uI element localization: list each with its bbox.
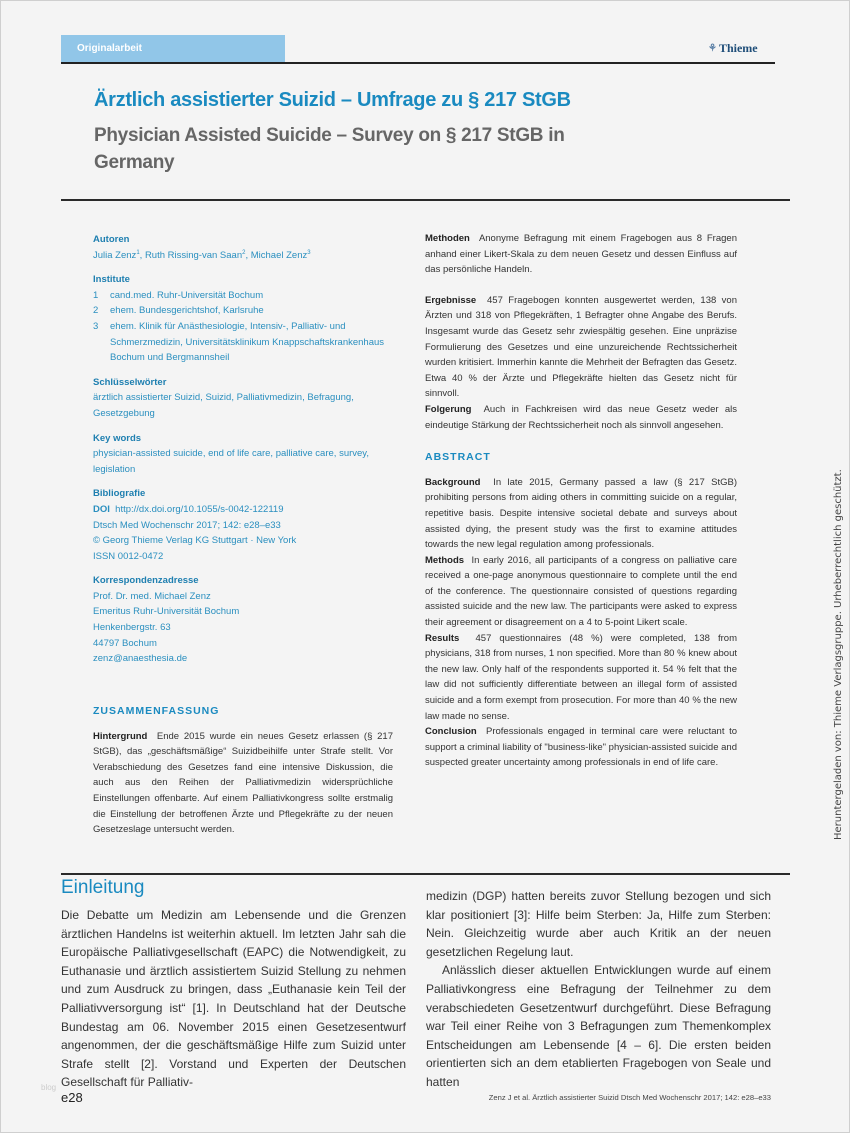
header-rule	[61, 62, 775, 64]
publisher-name: Thieme	[718, 41, 758, 55]
correspondence-line: Emeritus Ruhr-Universität Bochum	[93, 606, 240, 618]
download-notice: Heruntergeladen von: Thieme Verlagsgruppe. Urheberrechtlich geschützt.	[833, 469, 844, 840]
correspondence-block	[93, 573, 393, 667]
results-paragraph: Results 457 questionnaires (48 %) were completed, 138 from physicians, 318 from nurses, 1 non specified. More than 80 % knew about the new law. Only half of the respondents supported it. 54 % felt that the law did not sufficiently differentiate between an illegal form of assisted suicide and a form exempt from prosecution. For more than 40 % the new law made no sense.	[425, 632, 737, 722]
abstract-column	[425, 231, 737, 771]
watermark: blog	[41, 1083, 57, 1092]
footer-citation: Zenz J et al. Ärztlich assistierter Suizid Dtsch Med Wochenschr 2017; 142: e28–e33	[488, 1093, 771, 1102]
institute-item: 3 ehem. Klinik für Anästhesiologie, Intensiv-, Palliativ- und Schmerzmedizin, Universitätsklinikum Knappschaftskrankenhaus Bochum und Bergmannsheil	[93, 320, 385, 364]
folgerung-paragraph: Folgerung Auch in Fachkreisen wird das neue Gesetz weder als eindeutige Stärkung der Rechtssicherheit noch als sinnvoll angesehen.	[425, 403, 737, 431]
bibliography-heading: Bibliografie	[93, 488, 146, 500]
title-german: Ärztlich assistierter Suizid – Umfrage zu § 217 StGB	[94, 89, 571, 111]
article-metadata	[93, 232, 393, 676]
einleitung-heading: Einleitung	[61, 877, 145, 898]
doi-link[interactable]: http://dx.doi.org/10.1055/s-0042-122119	[115, 503, 284, 515]
correspondence-line: Prof. Dr. med. Michael Zenz	[93, 590, 211, 602]
issn: ISSN 0012-0472	[93, 550, 164, 562]
correspondence-line: 44797 Bochum	[93, 637, 157, 649]
author: Michael Zenz	[250, 249, 308, 261]
keywords-en-heading: Key words	[93, 432, 142, 444]
keywords-de-heading: Schlüsselwörter	[93, 376, 167, 388]
body-column-right	[426, 887, 771, 1092]
correspondence-email[interactable]: zenz@anaesthesia.de	[93, 653, 188, 665]
authors-block	[93, 232, 393, 263]
page-number: e28	[61, 1090, 83, 1105]
divider-rule	[61, 873, 790, 875]
abstract-heading: ABSTRACT	[425, 451, 491, 464]
keywords-de-block	[93, 375, 393, 422]
title-english: Physician Assisted Suicide – Survey on § 217 StGB in Germany	[94, 125, 565, 173]
body-paragraph: Die Debatte um Medizin am Lebensende und die Grenzen ärztlichen Handelns ist weiterhin aktuell. Im letzten Jahr sah die Europäische Palliativgesellschaft (EAPC) die Notwendigkeit, zu Euthanasie und ärztlich assistiertem Suizid Stellung zu nehmen und zum Ausdruck zu bringen, dass „Euthanasie kein Teil der Palliativversorgung ist“ [1]. In Deutschland hat der Deutsche Bundestag am 06. November 2015 einen Gesetzesentwurf angenommen, der die geschäftsmäßige Hilfe zum Suizid unter Strafe stellt [2]. Vorstand und Experten der Deutschen Gesellschaft für Palliativ-	[61, 908, 406, 1090]
divider-rule	[61, 199, 790, 201]
background-paragraph: Background In late 2015, Germany passed a law (§ 217 StGB) prohibiting persons from aiding others in committing suicide on a regular, repetitive basis. Despite intensive societal debate and surveys about assisted dying, the present study was the first to examine attitudes towards the new legal regulation among professionals.	[425, 476, 738, 551]
bibliography-block	[93, 486, 393, 564]
hintergrund-paragraph: Hintergrund Ende 2015 wurde ein neues Gesetz erlassen (§ 217 StGB), das „geschäftsmäßige“ Suizidbeihilfe unter Strafe stellt. Vor Verabschiedung des Gesetzes fand eine intensive Diskussion, die auch aus den Reihen der Palliativmedizin widersprüchliche Einstellungen offenbarte. Auf einem Palliativkongress sollte erstmalig die Einstellung der betroffenen Ärzte und Pflegekräfte zu der neuen Gesetzeslage untersucht werden.	[93, 730, 393, 836]
section-label: Originalarbeit	[61, 35, 285, 62]
conclusion-paragraph: Conclusion Professionals engaged in terminal care were reluctant to support a criminal liability of "business-like" physician-assisted suicide and suspected greater uncertainty among professionals in end of life care.	[425, 726, 738, 769]
keywords-de: ärztlich assistierter Suizid, Suizid, Palliativmedizin, Befragung, Gesetzgebung	[93, 392, 354, 419]
keywords-en: physician-assisted suicide, end of life care, palliative care, survey, legislation	[93, 448, 369, 475]
body-column-left	[61, 906, 406, 1092]
journal-ref: Dtsch Med Wochenschr 2017; 142: e28–e33	[93, 519, 281, 531]
methoden-paragraph: Methoden Anonyme Befragung mit einem Fragebogen aus 8 Fragen anhand einer Likert-Skala zu dem neuen Gesetz und dessen Einfluss auf das persönliche Handeln.	[425, 233, 737, 276]
keywords-en-block	[93, 431, 393, 478]
copyright: © Georg Thieme Verlag KG Stuttgart · New York	[93, 535, 297, 547]
authors-heading: Autoren	[93, 234, 130, 245]
body-paragraph: medizin (DGP) hatten bereits zuvor Stellung bezogen und sich klar positioniert [3]: Hilfe beim Sterben: Ja, Hilfe zum Sterben: Nein. Gleichzeitig wurde aber auch Kritik an der neuen gesetzlichen Regelung laut.	[426, 889, 771, 959]
ergebnisse-paragraph: Ergebnisse 457 Fragebogen konnten ausgewertet werden, 138 von Ärzten und 318 von Pflegekräften, 1 Befragter ohne Angabe des Berufs. Insgesamt wurde das Gesetz sehr zwiespältig gesehen. Eine unpräzise Formulierung des Gesetzes und eine unzureichende Rechtssicherheit wurden kritisiert. Immerhin kannte die Mehrheit der Befragten das Gesetz. Etwa 40 % der Ärzte und Pflegekräfte hielten das Gesetz nicht für sinnvoll.	[425, 294, 737, 400]
author: Ruth Rissing-van Saan	[144, 249, 243, 261]
author: Julia Zenz	[93, 249, 137, 261]
institutes-heading: Institute	[93, 274, 130, 286]
institutes-block	[93, 272, 393, 366]
zusammenfassung	[93, 704, 393, 838]
correspondence-heading: Korrespondenzadresse	[93, 575, 199, 587]
doi-line	[93, 502, 393, 518]
institute-item: 2 ehem. Bundesgerichtshof, Karlsruhe	[93, 305, 264, 317]
thieme-logo-icon: ⚘	[708, 43, 717, 54]
publisher-logo	[708, 41, 758, 56]
correspondence-line: Henkenbergstr. 63	[93, 622, 171, 634]
methods-paragraph: Methods In early 2016, all participants of a congress on palliative care received a one-page anonymous questionnaire to complete until the end of the conference. The questionnaire consisted of questions regarding assisted suicide and the new law. The participants were asked to express their agreement or disagreement on a 4 to 5-point Likert scale.	[425, 554, 737, 629]
zusammenfassung-heading: ZUSAMMENFASSUNG	[93, 705, 220, 717]
authors-list: Julia Zenz$^1$, Ruth Rissing-van Saan$^2$, Michael Zenz$^3$	[93, 249, 311, 261]
doi-label: DOI	[93, 503, 110, 515]
body-paragraph: Anlässlich dieser aktuellen Entwicklungen wurde auf einem Palliativkongress eine Befragung der Teilnehmer zu dem verabschiedeten Gesetzentwurf durchgeführt. Diese Befragung war Teil einer Reihe von 3 Befragungen zum Themenkomplex Entscheidungen am Lebensende [4 – 6]. Die ersten beiden orientierten sich an dem etablierten Fragebogen von Seale und hatten	[426, 963, 771, 1089]
institute-item: 1 cand.med. Ruhr-Universität Bochum	[93, 289, 264, 301]
